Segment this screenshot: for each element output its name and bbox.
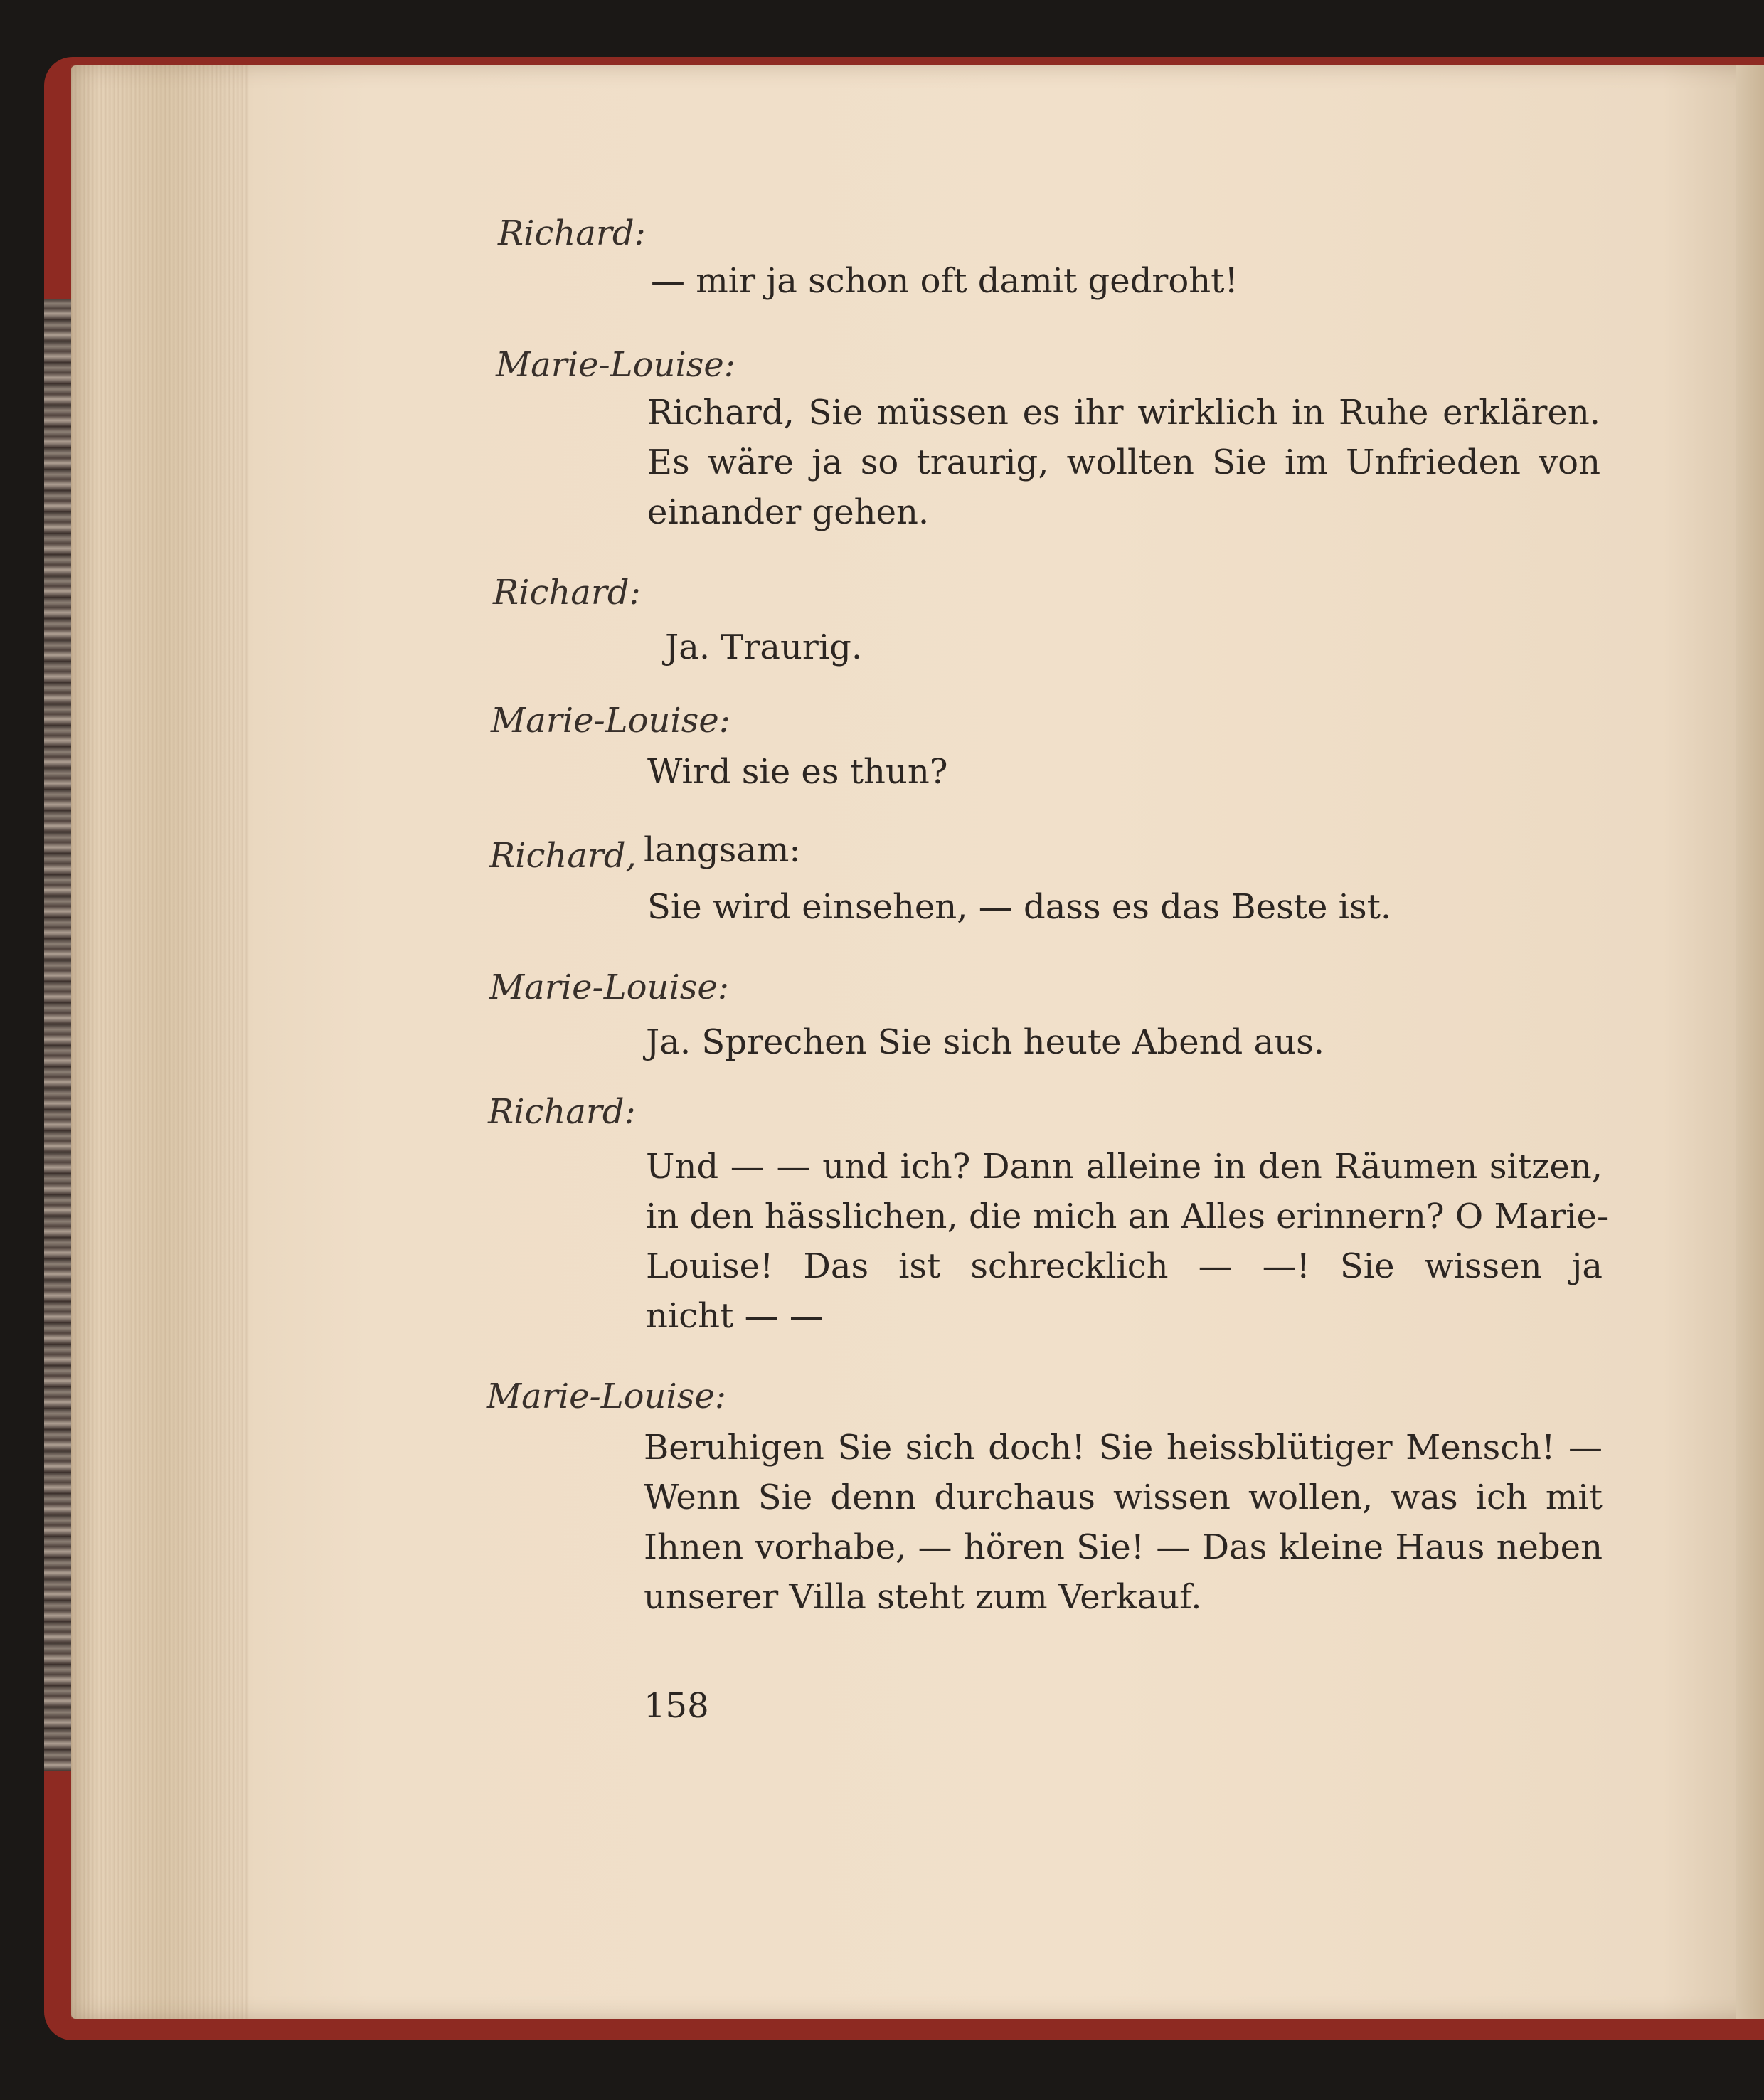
dialogue-line: Ihnen vorhabe, — hören Sie! — Das kleine Haus neben	[644, 1527, 1603, 1567]
speaker-label: Marie-Louise:	[489, 967, 729, 1007]
dialogue-line: Sie wird einsehen, — dass es das Beste ist.	[647, 887, 1392, 927]
dialogue-line: Beruhigen Sie sich doch! Sie heissblütiger Mensch! —	[644, 1428, 1603, 1468]
speaker-label: Richard,	[489, 836, 637, 876]
stage-direction: langsam:	[644, 830, 801, 870]
speaker-label: Richard:	[488, 1092, 636, 1132]
speaker-label: Marie-Louise:	[487, 1377, 726, 1416]
dialogue-line: Richard, Sie müssen es ihr wirklich in Ruhe erklären.	[647, 393, 1600, 433]
page-stack-edge	[71, 65, 249, 2019]
dialogue-line: Ja. Sprechen Sie sich heute Abend aus.	[646, 1022, 1324, 1062]
dialogue-line: Wird sie es thun?	[647, 752, 948, 792]
speaker-label: Richard:	[493, 573, 641, 612]
dialogue-line: Es wäre ja so traurig, wollten Sie im Unfrieden von	[647, 442, 1600, 482]
dialogue-line: unserer Villa steht zum Verkauf.	[644, 1577, 1202, 1617]
dialogue-line: Ja. Traurig.	[665, 627, 863, 667]
page-number: 158	[644, 1686, 709, 1726]
dialogue-line: — mir ja schon oft damit gedroht!	[651, 261, 1238, 301]
speaker-label: Marie-Louise:	[496, 345, 735, 385]
facing-page-edge	[1736, 65, 1764, 2019]
dialogue-line: Wenn Sie denn durchaus wissen wollen, was ich mit	[644, 1478, 1603, 1517]
speaker-label: Richard:	[498, 213, 646, 253]
speaker-label: Marie-Louise:	[491, 701, 730, 741]
dialogue-line: Und — — und ich? Dann alleine in den Räumen sitzen,	[646, 1147, 1603, 1187]
dialogue-line: in den hässlichen, die mich an Alles erinnern? O Marie-	[646, 1197, 1609, 1236]
dialogue-line: einander gehen.	[647, 492, 930, 532]
dialogue-line: Louise! Das ist schrecklich — —! Sie wissen ja	[646, 1246, 1603, 1286]
dialogue-line: nicht — —	[646, 1296, 824, 1336]
